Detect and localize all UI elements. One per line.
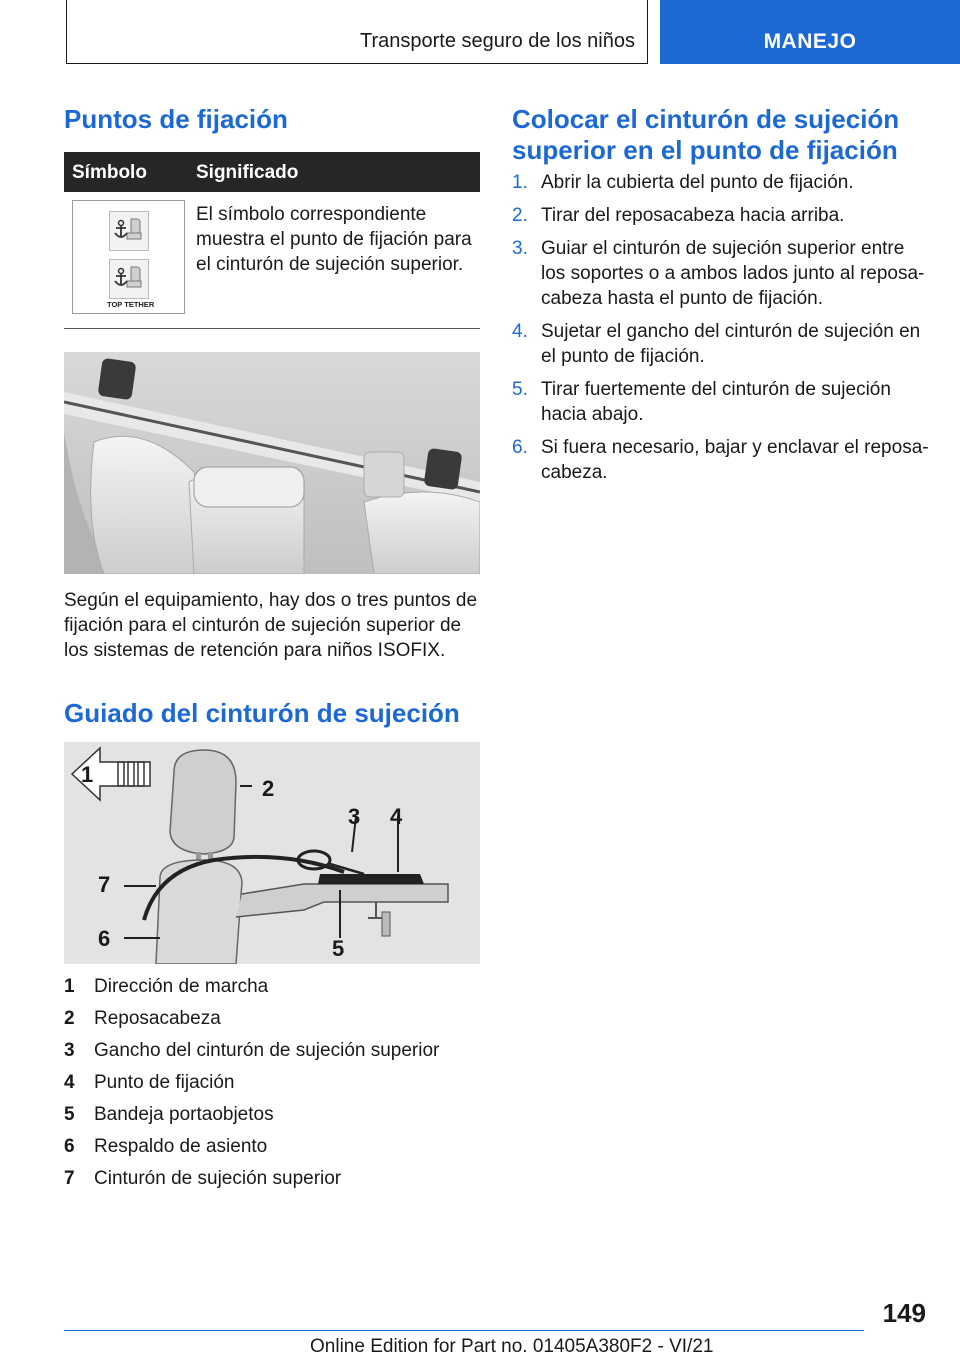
- legend-text: Respaldo de asiento: [94, 1136, 268, 1157]
- legend-text: Cinturón de sujeción superior: [94, 1168, 342, 1189]
- table-header-meaning: Significado: [196, 162, 299, 183]
- symbol-cell: [72, 200, 185, 314]
- list-item: [512, 170, 932, 195]
- legend-text: Gancho del cinturón de sujeción superior: [94, 1040, 440, 1061]
- legend-text: Dirección de marcha: [94, 976, 269, 997]
- legend-number: 1: [64, 976, 75, 997]
- top-tether-icon: [109, 259, 149, 299]
- diagram-label-6: 6: [98, 926, 111, 951]
- step-number: 2.: [512, 205, 528, 226]
- symbol-meaning: El símbolo correspondiente muestra el punto de fijación para el cinturón de sujeción superior.: [196, 204, 472, 275]
- heading-line-2: superior en el punto de fijación: [512, 135, 898, 165]
- photo-caption: Según el equipamiento, hay dos o tres puntos de fijación para el cinturón de sujeción superior de los sistemas de retención para niños ISOFIX.: [64, 590, 478, 661]
- running-header: [66, 0, 648, 64]
- diagram-label-1: 1: [81, 762, 94, 787]
- list-item: [64, 1040, 480, 1072]
- chapter-label: MANEJO: [763, 30, 857, 53]
- step-text: Tirar fuertemente del cinturón de sujeción hacia abajo.: [541, 379, 891, 425]
- list-item: [64, 1008, 480, 1040]
- list-item: [512, 236, 932, 311]
- heading-anchor-points: Puntos de fijación: [64, 104, 288, 134]
- diagram-label-7: 7: [98, 872, 111, 897]
- list-item: [64, 976, 480, 1008]
- legend-number: 3: [64, 1040, 75, 1061]
- diagram-legend: [64, 976, 480, 1200]
- legend-text: Punto de fijación: [94, 1072, 235, 1093]
- step-number: 3.: [512, 238, 528, 259]
- legend-text: Bandeja portaobjetos: [94, 1104, 274, 1125]
- diagram-label-2: 2: [262, 776, 275, 801]
- legend-number: 2: [64, 1008, 75, 1029]
- section-title: Transporte seguro de los niños: [360, 30, 635, 52]
- step-number: 4.: [512, 321, 528, 342]
- step-text: Sujetar el gancho del cinturón de sujeción en el punto de fijación.: [541, 321, 921, 367]
- diagram-label-5: 5: [332, 936, 345, 961]
- top-tether-caption: TOP TETHER: [107, 300, 155, 309]
- footer-edition: Online Edition for Part no. 01405A380F2 - VI/21: [310, 1336, 714, 1357]
- heading-attach-tether: [512, 104, 942, 166]
- child-seat-anchor-icon: [109, 211, 149, 251]
- legend-number: 5: [64, 1104, 75, 1125]
- diagram-label-3: 3: [348, 804, 361, 829]
- step-number: 6.: [512, 437, 528, 458]
- legend-number: 4: [64, 1072, 75, 1093]
- page-number: 149: [882, 1298, 926, 1328]
- footer-divider: [64, 1330, 864, 1331]
- step-text: Guiar el cinturón de sujeción superior entre los soportes o a ambos lados junto al reposa‐ cabeza hasta el punto de fijación.: [541, 238, 925, 309]
- table-header-symbol: Símbolo: [72, 162, 147, 183]
- step-text: Abrir la cubierta del punto de fijación.: [541, 172, 854, 193]
- step-number: 5.: [512, 379, 528, 400]
- list-item: [512, 377, 932, 427]
- legend-number: 7: [64, 1168, 75, 1189]
- diagram-label-4: 4: [390, 804, 403, 829]
- step-text: Si fuera necesario, bajar y enclavar el reposa‐ cabeza.: [541, 437, 929, 483]
- heading-line-1: Colocar el cinturón de sujeción: [512, 104, 900, 134]
- table-row: [64, 192, 480, 329]
- table-header: [64, 152, 480, 192]
- chapter-tab: [660, 0, 960, 64]
- list-item: [64, 1168, 480, 1200]
- list-item: [64, 1136, 480, 1168]
- list-item: [512, 435, 932, 485]
- symbol-table: [64, 152, 480, 329]
- steps-list: [512, 170, 932, 493]
- list-item: [512, 203, 932, 228]
- legend-number: 6: [64, 1136, 75, 1157]
- rear-shelf-photo: [64, 352, 480, 574]
- legend-text: Reposacabeza: [94, 1008, 221, 1029]
- list-item: [512, 319, 932, 369]
- step-number: 1.: [512, 172, 528, 193]
- heading-routing: Guiado del cinturón de sujeción: [64, 698, 460, 728]
- list-item: [64, 1072, 480, 1104]
- routing-diagram: [64, 742, 480, 964]
- list-item: [64, 1104, 480, 1136]
- step-text: Tirar del reposacabeza hacia arriba.: [541, 205, 845, 226]
